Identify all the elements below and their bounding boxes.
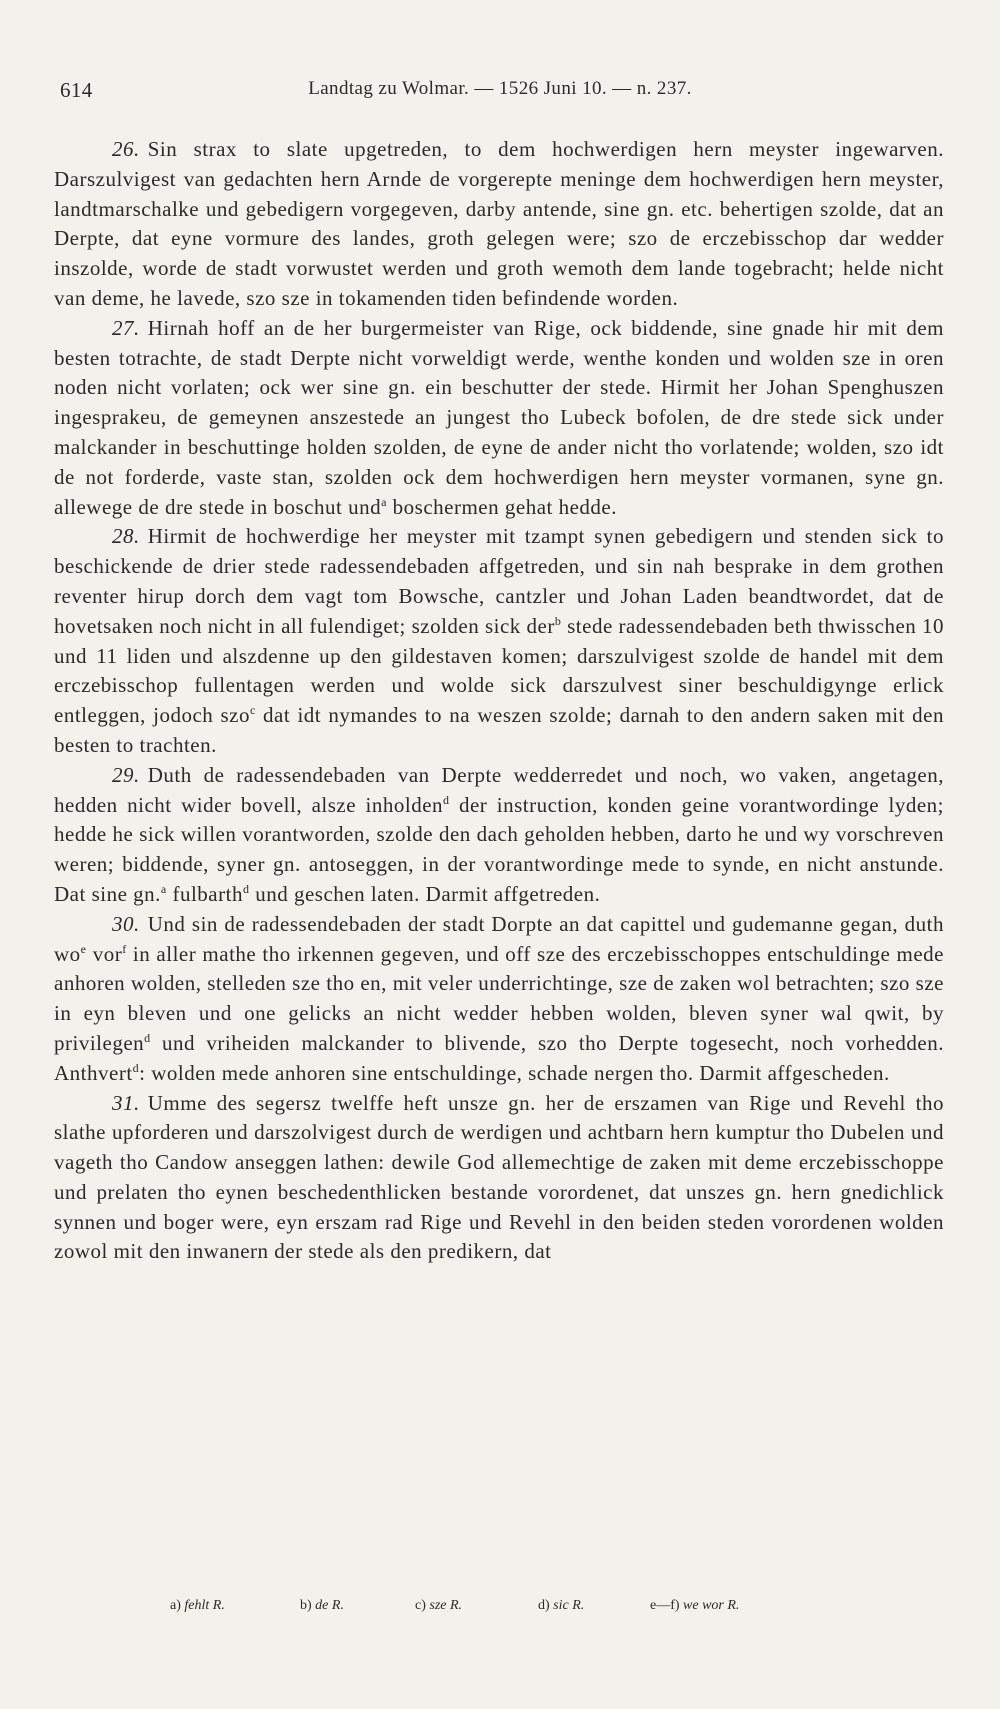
footnote-1 [170,1598,225,1614]
footnote-marker: f [122,941,127,956]
paragraph-text: der instruction, konden geine vorantwordinge lyden; hedde he sick willen vorantworden, szolde den dach geholden hebben, darto he und wy vorschreven weren; biddende, syner gn. antoseggen, in der vorantwordinge mede to synde, en nicht anstunde. Dat sine gn. [54,792,944,906]
footnote-text: we wor R. [683,1598,740,1613]
paragraph-number: 27. [112,315,140,340]
paragraph-26 [54,135,944,314]
page-number: 614 [60,78,93,102]
paragraph-31 [54,1089,944,1268]
footnote-4 [538,1598,584,1614]
footnote-label: c) [415,1598,426,1613]
footnote-3 [415,1598,462,1614]
footnote-marker: d [443,792,450,807]
paragraph-text: Sin strax to slate upgetreden, to dem hochwerdigen hern meyster ingewarven. Darszulvigest van gedachten hern Arnde de vorgerepte meninge dem hochwerdigen hern meyster, landtmarschalke und gebedigern vorgegeven, darby antende, sine gn. etc. behertigen szolde, dat an Derpte, dat eyne vormure des landes, groth gelegen were; szo de erczebisschop dar wedder inszolde, worde de stadt vorwustet werden und groth wemoth dem lande togebracht; helde nicht van deme, he lavede, szo sze in tokamenden tiden befindende worden. [54,137,944,310]
footnote-marker: d [242,881,250,896]
paragraph-text: boschermen gehat hedde. [386,494,617,519]
footnote-marker: e [80,941,87,956]
paragraph-text: Umme des segersz twelffe heft unsze gn. her de erszamen van Rige und Revehl tho slathe upforderen und darszolvigest durch de werdigen und achtbarn hern kumptur tho Dubelen und vageth tho Candow anseggen lathen: dewile God allemechtige de zaken mit deme erczebisschoppe und prelaten tho eynen beschedenthlicken bestande vorordenet, dat unszes gn. hern gnedichlick synnen und boger were, eyn erszam rad Rige und Revehl in den beiden steden vorordenen wolden zowol mit den inwanern der stede als den predikern, dat [54,1090,944,1264]
paragraph-text: in aller mathe tho irkennen gegeven, und off sze des erczebisschoppes entschuldinge mede anhoren wolden, stelleden sze tho en, mit veler underrichtinge, sze de zaken wol betrachten; szo sze in eyn bleven und one gelicks an nicht wedder hebben wolden, bleven syner wal qwit, by privilegen [54,941,945,1055]
footnote-marker: b [554,613,562,628]
footnote-marker: d [132,1060,140,1075]
footnote-label: b) [300,1598,312,1613]
paragraph-number: 31. [112,1090,140,1115]
paragraph-text: Hirnah hoff an de her burgermeister van Rige, ock biddende, sine gnade hir mit dem besten totrachte, de stadt Derpte nicht vorweldigt werde, wenthe konden und wolden sze in oren noden nicht vorlaten; ock wer sine gn. ein beschutter der stede. Hirmit her Johan Spenghuszen ingesprakeu, de gemeynen anszestede an jungest tho Lubeck bofolen, de dre stede sick under malckander in beschuttinge holden szolden, de eyne de ander nicht tho vorlatende; wolden, szo idt de not forderde, vaste stan, szolden ock dem hochwerdigen hern meyster vormanen, syne gn. allewege de dre stede in boschut und [54,315,944,519]
paragraph-27 [54,314,944,523]
footnote-text: sic R. [553,1598,585,1613]
paragraph-28 [54,522,944,760]
paragraph-29 [54,761,944,910]
running-title: Landtag zu Wolmar. — 1526 Juni 10. — n. 237. [308,78,692,99]
footnote-text: sze R. [429,1598,463,1613]
paragraph-number: 29. [112,762,140,787]
footnote-label: a) [170,1598,181,1613]
paragraph-number: 28. [112,524,140,549]
footnote-marker: a [381,494,387,509]
footnotes [170,1598,890,1622]
paragraph-text: und geschen laten. Darmit affgetreden. [249,881,601,906]
footnote-marker: a [160,881,167,896]
paragraph-text: Duth de radessendebaden van Derpte wedderredet und noch, wo vaken, angetagen, hedden nicht wider bovell, alsze inholden [54,762,944,817]
paragraph-text: Hirmit de hochwerdige her meyster mit tzampt synen gebedigern und stenden sick to beschickende de drier stede radessendebaden affgetreden, und sin nah besprake in dem grothen reventer hirup dorch dem vagt tom Bowsche, cantzler und Johan Laden beandtwordet, dat de hovetsaken noch nicht in all fulendiget; szolden sick der [54,524,944,638]
paragraph-text: vor [86,941,123,966]
footnote-5 [650,1598,739,1614]
paragraph-number: 30. [112,911,140,936]
paragraph-30 [54,910,944,1089]
footnote-marker: d [144,1030,151,1045]
footnote-2 [300,1598,344,1614]
footnote-text: fehlt R. [184,1598,225,1613]
body-text [54,135,944,1267]
paragraph-text: : wolden mede anhoren sine entschuldinge, schade nergen tho. Darmit affgescheden. [139,1060,890,1085]
footnote-text: de R. [315,1598,344,1613]
footnote-label: e—f) [650,1598,680,1613]
paragraph-number: 26. [112,137,140,161]
paragraph-text: Und sin de radessendebaden der stadt Dorpte an dat capittel und gudemanne gegan, duth wo [54,911,944,966]
paragraph-text: dat idt nymandes to na weszen szolde; darnah to den andern saken mit den besten to trachten. [54,703,945,757]
page-header [60,78,940,108]
footnote-marker: c [250,703,256,718]
paragraph-text: stede radessendebaden beth thwisschen 10 und 11 liden und alszdenne up den gildestaven komen; darszulvigest szolde de handel mit dem erczebisschop fullentagen werden und wolde sick darszulvest siner beschuldigynge erlick entleggen, jodoch szo [54,613,945,728]
paragraph-text: und vriheiden malckander to blivende, szo tho Derpte togesecht, noch vorhedden. Anthvert [54,1030,944,1085]
paragraph-text: fulbarth [166,881,243,906]
footnote-label: d) [538,1598,550,1613]
